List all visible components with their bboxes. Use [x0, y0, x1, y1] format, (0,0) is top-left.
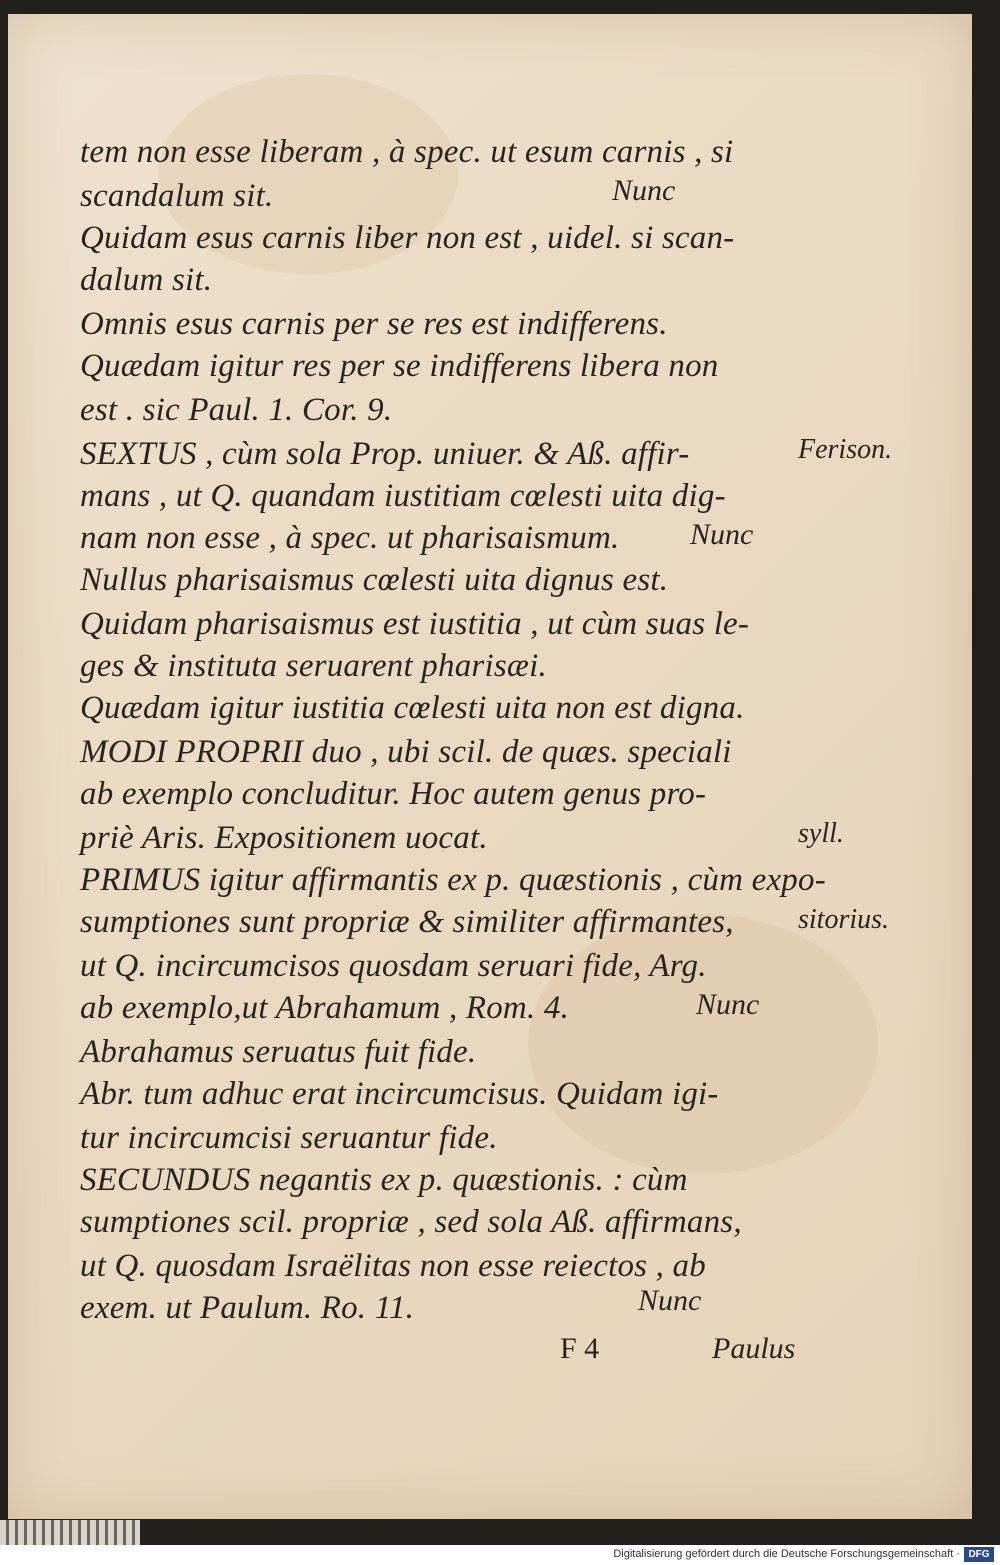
text-line: Quidam esus carnis liber non est , uidel. si scan- — [80, 220, 735, 256]
text-line: Abr. tum adhuc erat incircumcisus. Quidam igi- — [80, 1076, 719, 1112]
text-line: MODI PROPRII duo , ubi scil. de quæs. speciali — [80, 734, 732, 770]
text-line: SECUNDUS negantis ex p. quæstionis. : cùm — [80, 1162, 688, 1198]
margin-note-syll: syll. — [798, 818, 844, 849]
text-line: SEXTUS , cùm sola Prop. uniuer. & Aß. affir- — [80, 436, 690, 472]
inline-note: Nunc — [638, 1284, 702, 1317]
text-line: tem non esse liberam , à spec. ut esum carnis , si — [80, 134, 734, 170]
text-line: nam non esse , à spec. ut pharisaismum. — [80, 520, 620, 556]
text-line: ab exemplo,ut Abrahamum , Rom. 4. — [80, 990, 570, 1026]
signature-mark: F 4 — [560, 1332, 600, 1365]
text-line: Abrahamus seruatus fuit fide. — [80, 1034, 477, 1070]
text-line: ut Q. quosdam Israëlitas non esse reiectos , ab — [80, 1248, 706, 1284]
inline-note: Nunc — [696, 988, 760, 1021]
text-line: priè Aris. Expositionem uocat. — [80, 820, 488, 856]
text-line: Quædam igitur res per se indifferens libera non — [80, 348, 719, 384]
inline-note: Nunc — [690, 518, 754, 551]
text-line: ab exemplo concluditur. Hoc autem genus pro- — [80, 776, 707, 812]
text-line: Nullus pharisaismus cœlesti uita dignus est. — [80, 562, 669, 598]
margin-note-expositorius: sitorius. — [798, 904, 890, 935]
text-line: Quidam pharisaismus est iustitia , ut cùm suas le- — [80, 606, 750, 642]
text-line: PRIMUS igitur affirmantis ex p. quæstionis , cùm expo- — [80, 862, 826, 898]
text-line: ges & instituta seruarent pharisæi. — [80, 648, 547, 684]
footer-credit: Digitalisierung gefördert durch die Deutsche Forschungsgemeinschaft · — [613, 1548, 960, 1560]
text-line: Quædam igitur iustitia cœlesti uita non est digna. — [80, 690, 745, 726]
inline-note: Nunc — [612, 174, 676, 207]
text-line: sumptiones sunt propriæ & similiter affirmantes, — [80, 904, 734, 940]
text-line: sumptiones scil. propriæ , sed sola Aß. affirmans, — [80, 1204, 742, 1240]
book-page — [8, 14, 972, 1519]
text-line: Omnis esus carnis per se res est indifferens. — [80, 306, 668, 342]
text-line: mans , ut Q. quandam iustitiam cœlesti uita dig- — [80, 478, 726, 514]
text-line: scandalum sit. — [80, 178, 274, 214]
catchword: Paulus — [712, 1332, 796, 1365]
margin-note-ferison: Ferison. — [798, 434, 893, 465]
text-line: tur incircumcisi seruantur fide. — [80, 1120, 498, 1156]
footer-bar — [0, 1545, 1000, 1565]
book-edge — [0, 1520, 140, 1545]
text-line: exem. ut Paulum. Ro. 11. — [80, 1290, 415, 1326]
text-line: est . sic Paul. 1. Cor. 9. — [80, 392, 393, 428]
text-line: ut Q. incircumcisos quosdam seruari fide, Arg. — [80, 948, 707, 984]
text-line: dalum sit. — [80, 262, 213, 298]
dfg-logo: DFG — [964, 1547, 994, 1562]
